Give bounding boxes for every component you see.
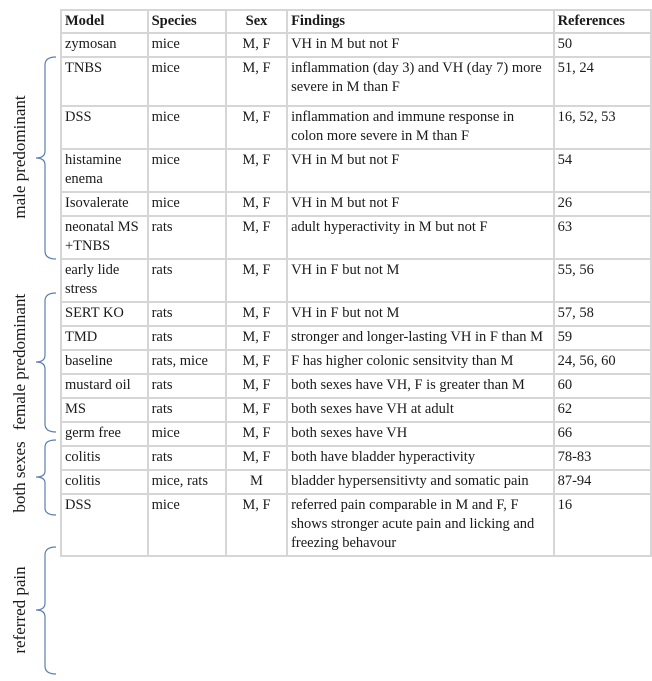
cell-sex: M, F: [226, 422, 287, 446]
table-row: [61, 106, 651, 149]
cell-references: 26: [554, 192, 651, 216]
table-row: [61, 57, 651, 106]
cell-species: rats: [148, 216, 226, 259]
cell-findings: both sexes have VH at adult: [287, 398, 553, 422]
cell-species: rats: [148, 302, 226, 326]
cell-model: mustard oil: [61, 374, 148, 398]
cell-species: rats: [148, 326, 226, 350]
table-row: [61, 446, 651, 470]
table-row: [61, 374, 651, 398]
cell-references: 62: [554, 398, 651, 422]
header-references: References: [554, 10, 651, 33]
cell-model: colitis: [61, 446, 148, 470]
cell-species: mice: [148, 106, 226, 149]
cell-references: 51, 24: [554, 57, 651, 106]
table-header-row: [61, 10, 651, 33]
cell-findings: adult hyperactivity in M but not F: [287, 216, 553, 259]
cell-findings: both sexes have VH: [287, 422, 553, 446]
cell-model: DSS: [61, 106, 148, 149]
cell-model: MS: [61, 398, 148, 422]
cell-findings: inflammation (day 3) and VH (day 7) more severe in M than F: [287, 57, 553, 106]
cell-findings: VH in M but not F: [287, 149, 553, 192]
cell-sex: M, F: [226, 494, 287, 556]
cell-species: rats: [148, 398, 226, 422]
group-label-referred-pain: referred pain: [10, 566, 29, 654]
cell-references: 87-94: [554, 470, 651, 494]
table-row: [61, 33, 651, 57]
cell-model: SERT KO: [61, 302, 148, 326]
cell-sex: M, F: [226, 398, 287, 422]
table-row: [61, 470, 651, 494]
bracket-male-predominant-icon: [28, 55, 58, 261]
cell-findings: VH in F but not M: [287, 259, 553, 302]
cell-species: mice: [148, 494, 226, 556]
cell-references: 54: [554, 149, 651, 192]
cell-species: mice: [148, 57, 226, 106]
cell-model: zymosan: [61, 33, 148, 57]
header-model: Model: [61, 10, 148, 33]
table-row: [61, 494, 651, 556]
cell-findings: inflammation and immune response in colon more severe in M than F: [287, 106, 553, 149]
table-row: [61, 326, 651, 350]
cell-sex: M: [226, 470, 287, 494]
table-row: [61, 149, 651, 192]
cell-species: mice: [148, 192, 226, 216]
cell-model: neonatal MS+TNBS: [61, 216, 148, 259]
cell-species: rats: [148, 446, 226, 470]
bracket-female-predominant-icon: [28, 291, 58, 434]
cell-sex: M, F: [226, 149, 287, 192]
cell-sex: M, F: [226, 216, 287, 259]
cell-species: mice: [148, 422, 226, 446]
cell-findings: stronger and longer-lasting VH in F than M: [287, 326, 553, 350]
cell-sex: M, F: [226, 33, 287, 57]
cell-model: histamine enema: [61, 149, 148, 192]
cell-findings: VH in M but not F: [287, 192, 553, 216]
table-row: [61, 259, 651, 302]
cell-references: 50: [554, 33, 651, 57]
cell-sex: M, F: [226, 350, 287, 374]
cell-species: rats: [148, 259, 226, 302]
cell-model: DSS: [61, 494, 148, 556]
cell-model: Isovalerate: [61, 192, 148, 216]
table-row: [61, 422, 651, 446]
group-label-female-predominant: female predominant: [10, 293, 29, 431]
cell-sex: M, F: [226, 374, 287, 398]
cell-findings: both sexes have VH, F is greater than M: [287, 374, 553, 398]
cell-references: 60: [554, 374, 651, 398]
cell-species: rats: [148, 374, 226, 398]
cell-species: mice, rats: [148, 470, 226, 494]
table-row: [61, 350, 651, 374]
cell-species: mice: [148, 33, 226, 57]
cell-sex: M, F: [226, 106, 287, 149]
header-findings: Findings: [287, 10, 553, 33]
cell-sex: M, F: [226, 57, 287, 106]
group-label-male-predominant: male predominant: [10, 95, 29, 219]
bracket-both-sexes-icon: [28, 438, 58, 518]
cell-references: 66: [554, 422, 651, 446]
cell-findings: bladder hypersensitivty and somatic pain: [287, 470, 553, 494]
cell-references: 78-83: [554, 446, 651, 470]
cell-sex: M, F: [226, 302, 287, 326]
cell-references: 55, 56: [554, 259, 651, 302]
group-label-both-sexes: both sexes: [10, 441, 29, 513]
cell-model: TMD: [61, 326, 148, 350]
cell-species: rats, mice: [148, 350, 226, 374]
cell-references: 59: [554, 326, 651, 350]
cell-references: 16, 52, 53: [554, 106, 651, 149]
cell-findings: both have bladder hyperactivity: [287, 446, 553, 470]
table-row: [61, 216, 651, 259]
sex-differences-table: [60, 9, 652, 557]
bracket-referred-pain-icon: [28, 545, 58, 677]
cell-references: 24, 56, 60: [554, 350, 651, 374]
cell-sex: M, F: [226, 446, 287, 470]
cell-sex: M, F: [226, 326, 287, 350]
cell-model: germ free: [61, 422, 148, 446]
cell-findings: referred pain comparable in M and F, F shows stronger acute pain and licking and freezing behavour: [287, 494, 553, 556]
cell-findings: VH in M but not F: [287, 33, 553, 57]
cell-sex: M, F: [226, 192, 287, 216]
cell-model: baseline: [61, 350, 148, 374]
cell-model: colitis: [61, 470, 148, 494]
table-row: [61, 398, 651, 422]
cell-findings: VH in F but not M: [287, 302, 553, 326]
cell-references: 63: [554, 216, 651, 259]
table-row: [61, 192, 651, 216]
cell-model: TNBS: [61, 57, 148, 106]
cell-references: 57, 58: [554, 302, 651, 326]
cell-references: 16: [554, 494, 651, 556]
cell-species: mice: [148, 149, 226, 192]
cell-findings: F has higher colonic sensitvity than M: [287, 350, 553, 374]
cell-model: early lide stress: [61, 259, 148, 302]
header-species: Species: [148, 10, 226, 33]
header-sex: Sex: [226, 10, 287, 33]
cell-sex: M, F: [226, 259, 287, 302]
table-row: [61, 302, 651, 326]
